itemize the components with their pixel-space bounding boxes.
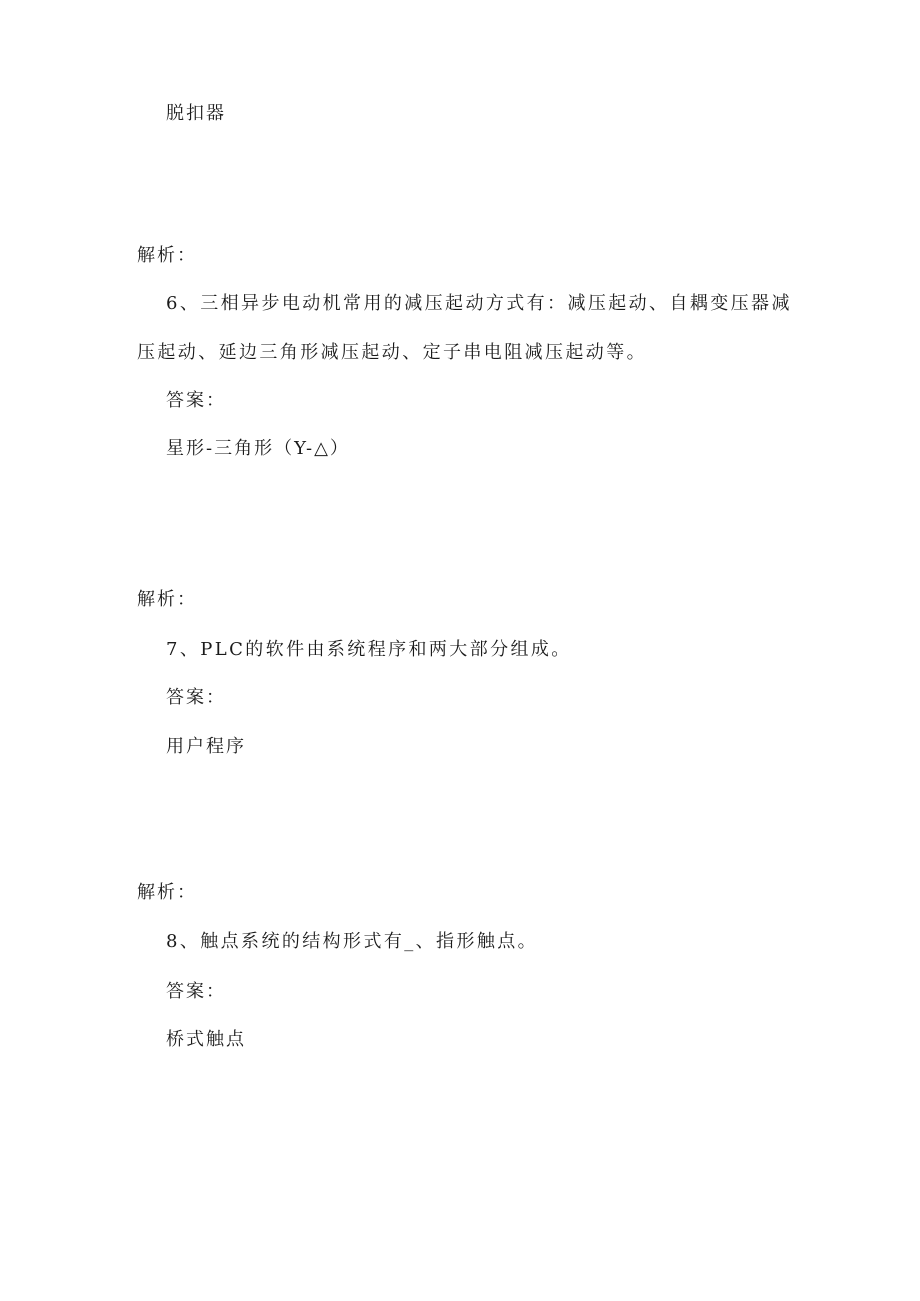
answer-label: 答案： <box>166 687 226 708</box>
answer-label: 答案： <box>166 981 226 1002</box>
answer-text: 脱扣器 <box>166 103 226 124</box>
answer-text: 星形-三角形（Y-△） <box>166 438 350 459</box>
analysis-label: 解析： <box>137 245 197 266</box>
answer-text: 桥式触点 <box>166 1029 246 1050</box>
answer-text: 用户程序 <box>166 736 246 757</box>
analysis-label: 解析： <box>137 589 197 610</box>
question-8: 8、触点系统的结构形式有_、指形触点。 <box>166 931 539 952</box>
question-7: 7、PLC的软件由系统程序和两大部分组成。 <box>166 639 572 660</box>
question-6-line-2: 压起动、延边三角形减压起动、定子串电阻减压起动等。 <box>137 342 647 363</box>
answer-label: 答案： <box>166 390 226 411</box>
analysis-label: 解析： <box>137 882 197 903</box>
question-6-line-1: 6、三相异步电动机常用的减压起动方式有：减压起动、自耦变压器减 <box>166 293 792 314</box>
